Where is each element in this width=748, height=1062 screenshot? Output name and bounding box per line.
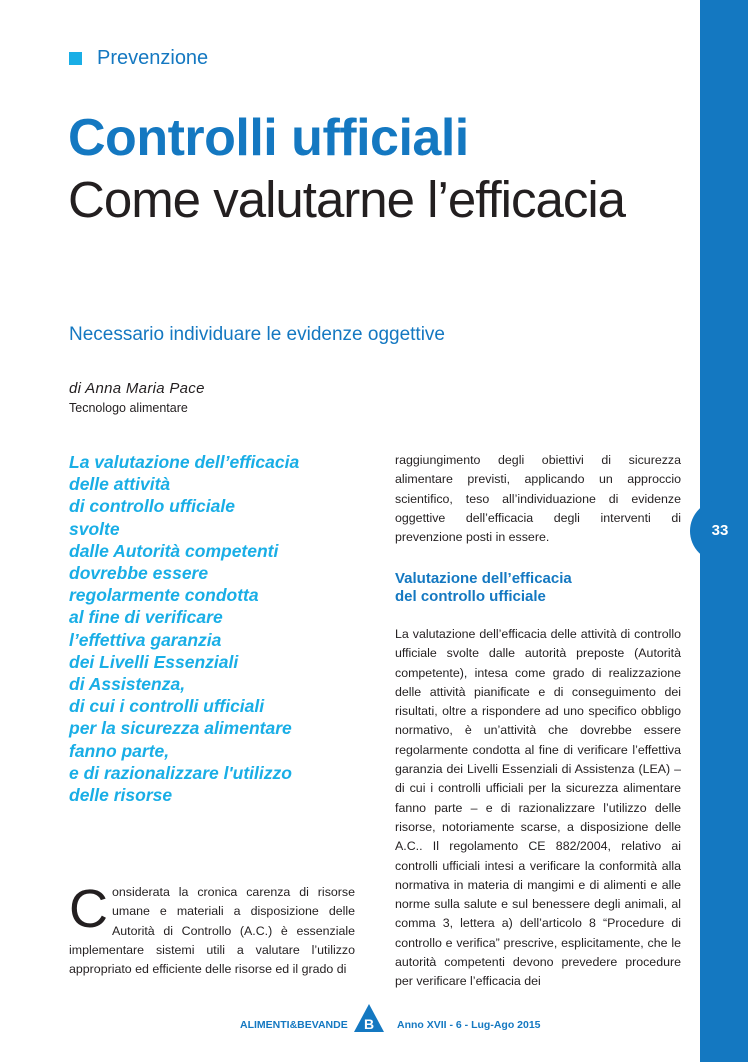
lead-line: regolarmente condotta <box>69 585 259 606</box>
lead-line: di cui i controlli ufficiali <box>69 696 265 717</box>
lead-line: di controllo ufficiale <box>69 496 235 517</box>
lead-line: l’effettiva garanzia <box>69 629 222 650</box>
lead-line: per la sicurezza alimentare <box>69 718 292 739</box>
article-subtitle: Necessario individuare le evidenze oggettive <box>69 324 446 345</box>
author-role: Tecnologo alimentare <box>69 401 188 415</box>
lead-line: dalle Autorità competenti <box>69 540 279 561</box>
lead-line: al fine di verificare <box>69 607 223 628</box>
body-paragraph: La valutazione dell’efficacia delle attività di controllo ufficiale svolte dalle autorità preposte (Autorità competente), intesa come grado di realizzazione delle attività pianificate e di conseguimento dei risultati, oltre a rispondere ad uno specifico obbligo normativo, è un’attività che dovrebbe essere regolarmente condotta al fine di verificare l’effettiva garanzia dei Livelli Essenziali di Assistenza (LEA) – di cui i controlli ufficiali per la sicurezza alimentare fanno parte – e di razionalizzare l’utilizzo delle risorse, notoriamente scarse, a disposizione delle A.C.. Il regolamento CE 882/2004, relativo ai controlli ufficiali intesi a verificare la conformità alla normativa in materia di mangimi e di alimenti e alle norme sulla salute e sul benessere degli animali, al comma 3, lettera a) dell’articolo 8 “Procedure di controllo e verifica” prescrive, esplicitamente, che le autorità competenti devono prevedere procedure per verificare l’efficacia dei <box>395 627 681 989</box>
lead-line: delle attività <box>69 474 171 495</box>
page-number-tab: 33 <box>690 500 748 562</box>
section-label: Prevenzione <box>97 47 209 69</box>
footer-publication: ALIMENTI&BEVANDE <box>240 1019 348 1031</box>
article-title-secondary: Come valutarne l’efficacia <box>68 171 626 228</box>
svg-text:B: B <box>363 1016 375 1032</box>
lead-line: delle risorse <box>69 785 173 806</box>
lead-line: dovrebbe essere <box>69 563 209 584</box>
publication-logo-icon <box>354 1004 384 1037</box>
section-heading-line: del controllo ufficiale <box>395 588 546 605</box>
lead-line: di Assistenza, <box>69 674 186 695</box>
lead-line: fanno parte, <box>69 740 170 761</box>
intro-paragraph <box>69 879 355 979</box>
lead-line: dei Livelli Essenziali <box>69 651 239 672</box>
continued-paragraph: raggiungimento degli obiettivi di sicurezza alimentare previsti, applicando un approccio scientifico, teso all’individuazione di evidenze oggettive dell’efficacia degli interventi di prevenzione posti in essere. <box>395 453 681 545</box>
article-title: Controlli ufficiali <box>68 109 469 167</box>
drop-cap: C <box>69 879 108 939</box>
intro-text: onsiderata la cronica carenza di risorse umane e materiali a disposizione delle Autorità di Controllo (A.C.) è essenziale implementare sistemi utili a valutare l’utilizzo appropriato ed efficiente delle risorse ed il grado di <box>69 885 355 977</box>
author-name: di Anna Maria Pace <box>69 380 205 397</box>
lead-line: La valutazione dell’efficacia <box>69 452 300 472</box>
lead-line: e di razionalizzare l'utilizzo <box>69 762 292 783</box>
section-marker-icon <box>69 52 82 65</box>
section-heading <box>395 570 572 606</box>
lead-line: svolte <box>69 518 120 539</box>
footer-issue: Anno XVII - 6 - Lug-Ago 2015 <box>397 1019 541 1031</box>
lead-paragraph <box>69 451 369 806</box>
section-heading-line: Valutazione dell’efficacia <box>395 570 572 587</box>
